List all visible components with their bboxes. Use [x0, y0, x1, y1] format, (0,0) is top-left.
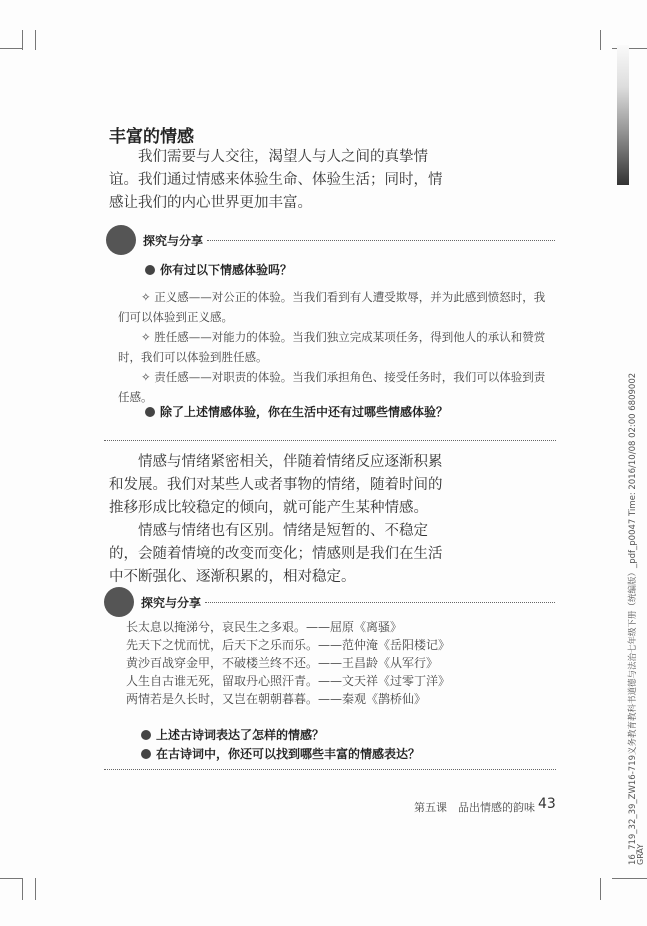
paragraph: 情感与情绪紧密相关，伴随着情绪反应逐渐积累和发展。我们对某些人或者事物的情绪，随着时间的推移形成比较稳定的倾向，就可能产生某种情感。	[109, 454, 443, 516]
print-slug-gray: GRAY	[636, 843, 645, 865]
section-title: 丰富的情感	[109, 127, 194, 147]
poem-line: 两情若是久长时，又岂在朝朝暮暮。——秦观《鹊桥仙》	[126, 692, 427, 706]
question-text: 上述古诗词表达了怎样的情感？	[156, 728, 325, 742]
explore-share-icon	[106, 225, 136, 255]
page-number: 43	[538, 796, 556, 812]
footer-lesson: 第五课 品出情感的韵味	[414, 801, 535, 814]
poem-line: 人生自古谁无死，留取丹心照汗青。——文天祥《过零丁洋》	[126, 674, 451, 688]
divider	[104, 440, 556, 441]
activity-heading: 探究与分享	[143, 234, 204, 248]
intro-paragraph: 我们需要与人交往，渴望人与人之间的真挚情谊。我们通过情感来体验生命、体验生活；同时，情感让我们的内心世界更加丰富。	[109, 149, 443, 211]
question-text: 你有过以下情感体验吗？	[160, 263, 293, 277]
question	[145, 261, 292, 278]
poem-line: 黄沙百战穿金甲，不破楼兰终不还。——王昌龄《从军行》	[126, 656, 439, 670]
grayscale-calibration-bar	[617, 45, 629, 185]
list-item: ✧ 胜任感——对能力的体验。当我们独立完成某项任务，得到他人的承认和赞赏时，我们可以体验到胜任感。	[118, 330, 546, 364]
divider	[205, 602, 555, 603]
divider	[207, 240, 555, 241]
paragraph: 情感与情绪也有区别。情绪是短暂的、不稳定的，会随着情境的改变而变化；情感则是我们在生活中不断强化、逐渐积累的，相对稳定。	[109, 523, 443, 585]
print-slug-text: 16_719_32_39_ZW16-719义务教育教科书道德与法治七年级下册（统编版）_pdf_p0047 Time: 2016/10/08 02:00 6809002	[628, 372, 638, 865]
question-text: 在古诗词中，你还可以找到哪些丰富的情感表达？	[156, 747, 421, 761]
poem-line: 长太息以掩涕兮，哀民生之多艰。——屈原《离骚》	[126, 620, 403, 634]
explore-share-icon	[104, 587, 134, 617]
poem-line: 先天下之忧而忧，后天下之乐而乐。——范仲淹《岳阳楼记》	[126, 638, 451, 652]
bullet-arrow-icon	[145, 407, 155, 417]
bullet-arrow-icon	[141, 730, 151, 740]
question	[145, 403, 448, 420]
bullet-arrow-icon	[141, 749, 151, 759]
print-slug	[626, 373, 638, 865]
divider	[104, 769, 556, 770]
bullet-arrow-icon	[145, 265, 155, 275]
activity-heading: 探究与分享	[141, 596, 202, 610]
list-item: ✧ 责任感——对职责的体验。当我们承担角色、接受任务时，我们可以体验到责任感。	[118, 370, 546, 404]
question	[141, 726, 324, 743]
poem-list	[126, 618, 450, 708]
emotion-list	[118, 287, 548, 407]
question	[141, 745, 420, 762]
question-text: 除了上述情感体验，你在生活中还有过哪些情感体验？	[160, 405, 449, 419]
list-item: ✧ 正义感——对公正的体验。当我们看到有人遭受欺辱，并为此感到愤怒时，我们可以体验到正义感。	[118, 290, 546, 324]
